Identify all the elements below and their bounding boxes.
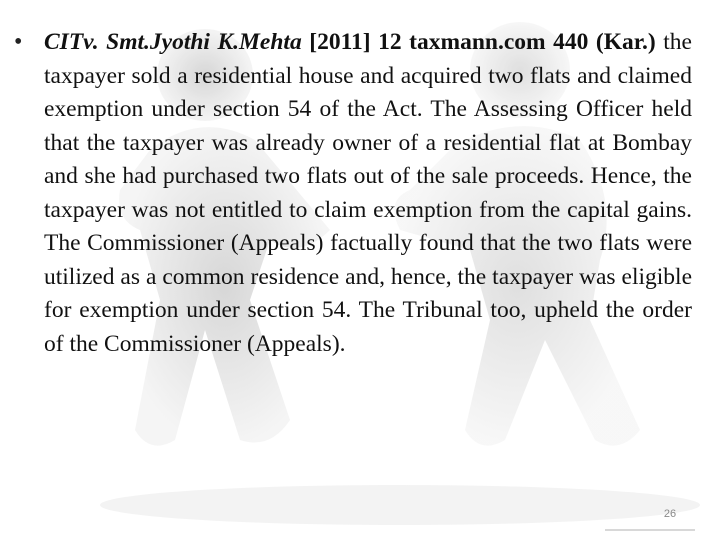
page-number: 26 (663, 508, 677, 520)
footer-watermark (605, 527, 695, 535)
case-citation-reference: [2011] 12 taxmann.com 440 (Kar.) (301, 29, 656, 55)
case-paragraph (44, 26, 692, 361)
bullet-item (14, 26, 692, 361)
case-body-text: the taxpayer sold a residential house and acquired two flats and claimed exemption under section 54 of the Act. The Assessing Officer held that the taxpayer was already owner of a residential flat at Bombay and she had purchased two flats out of the sale proceeds. Hence, the taxpayer was not entitled to claim exemption from the capital gains. The Commissioner (Appeals) factually found that the two flats were utilized as a common residence and, hence, the taxpayer was eligible for exemption under section 54. The Tribunal too, upheld the order of the Commissioner (Appeals). (44, 29, 692, 357)
slide-content (14, 26, 692, 361)
case-citation-name: CITv. Smt.Jyothi K.Mehta (44, 29, 302, 55)
bullet-point: • (14, 29, 23, 55)
floor-shadow (100, 485, 700, 525)
